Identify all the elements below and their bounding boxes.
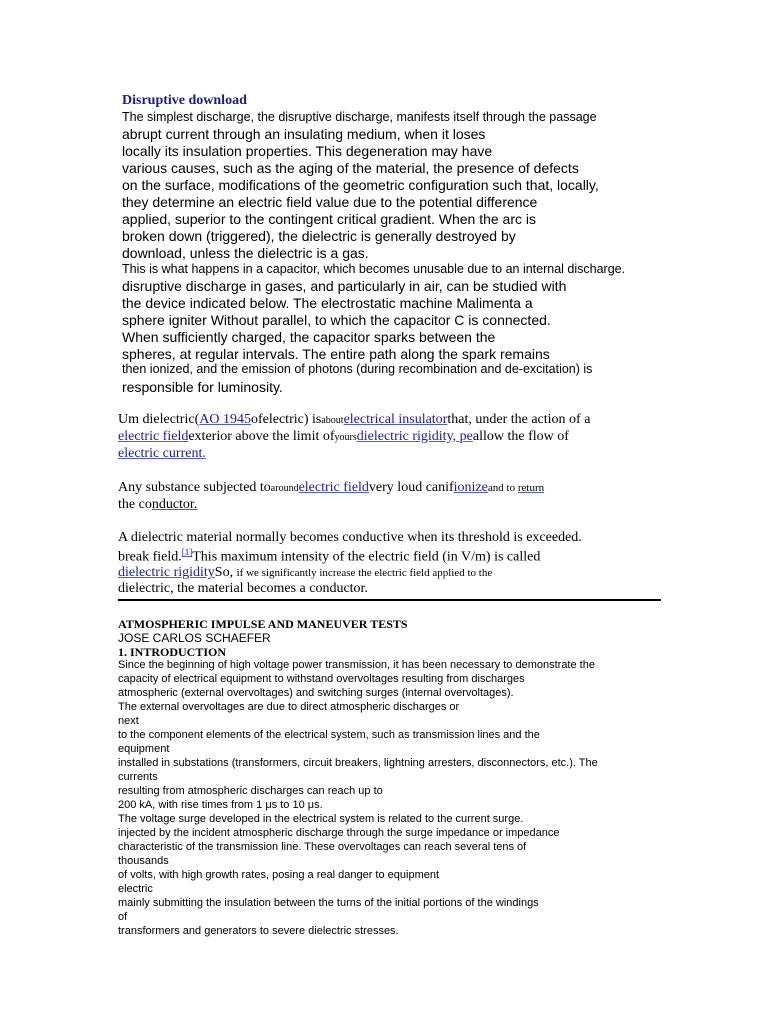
text-line: the device indicated below. The electrostatic machine Malimenta a xyxy=(122,295,533,311)
text-line: installed in substations (transformers, circuit breakers, lightning arresters, disconnectors, etc.). The xyxy=(118,757,598,769)
text-line: next xyxy=(118,715,139,727)
text-line: abrupt current through an insulating medium, when it loses xyxy=(122,126,486,142)
text-line: responsible for luminosity. xyxy=(122,379,283,395)
link-dielectric-rigidity[interactable]: dielectric rigidity, pe xyxy=(356,429,473,444)
text-line: capacity of electrical equipment to withstand overvoltages resulting from discharges xyxy=(118,673,525,685)
paragraph-line: A dielectric material normally becomes conductive when its threshold is exceeded. xyxy=(118,530,582,545)
paragraph-line: dielectric rigiditySo, if we significantly increase the electric field applied to the xyxy=(118,565,493,580)
link-electrical-insulator[interactable]: electrical insulator xyxy=(343,412,448,427)
paragraph-line: the conductor. xyxy=(118,497,198,512)
text-line: download, unless the dielectric is a gas. xyxy=(122,245,369,261)
link-return[interactable]: return xyxy=(517,482,545,494)
author-name: JOSE CARLOS SCHAEFER xyxy=(118,631,271,645)
link-electric-field-2[interactable]: electric field xyxy=(298,480,369,495)
text-line: of volts, with high growth rates, posing a real danger to equipment xyxy=(118,869,440,881)
text-line: then ionized, and the emission of photons (during recombination and de-excitation) is xyxy=(122,362,593,376)
link-ionize[interactable]: ionize xyxy=(453,480,488,495)
text-line: Since the beginning of high voltage power transmission, it has been necessary to demonstrate the xyxy=(118,659,595,671)
text-line: on the surface, modifications of the geometric configuration such that, locally, xyxy=(122,177,599,193)
text-line: locally its insulation properties. This degeneration may have xyxy=(122,143,493,159)
text-line: applied, superior to the contingent critical gradient. When the arc is xyxy=(122,211,537,227)
paragraph-line: Um dielectric(AO 1945ofelectric) isaboutelectrical insulatorthat, under the action of a xyxy=(118,412,591,427)
paragraph-line: electric fieldexterior above the limit ofyoursdielectric rigidity, peallow the flow of xyxy=(118,429,569,444)
text-line: This is what happens in a capacitor, which becomes unusable due to an internal discharge. xyxy=(122,262,626,276)
footnote-link[interactable]: [1] xyxy=(181,547,193,557)
link-conductor[interactable]: nductor. xyxy=(151,497,198,512)
section-title: Disruptive download xyxy=(122,93,247,108)
section-heading: 1. INTRODUCTION xyxy=(118,645,227,659)
text-line: disruptive discharge in gases, and particularly in air, can be studied with xyxy=(122,278,567,294)
paragraph-line: break field.[1]This maximum intensity of the electric field (in V/m) is called xyxy=(118,547,541,565)
text-line: The simplest discharge, the disruptive discharge, manifests itself through the passage xyxy=(122,110,597,124)
link-dielectric-rigidity-2[interactable]: dielectric rigidity xyxy=(118,565,215,580)
horizontal-rule xyxy=(118,599,661,601)
text-line: sphere igniter Without parallel, to which the capacitor C is connected. xyxy=(122,312,551,328)
text-line: injected by the incident atmospheric discharge through the surge impedance or impedance xyxy=(118,827,560,839)
text-line: The voltage surge developed in the electrical system is related to the current surge. xyxy=(118,813,524,825)
link-electric-current[interactable]: electric current. xyxy=(118,446,206,461)
link-ao-1945[interactable]: AO 1945 xyxy=(199,412,251,427)
paragraph-line: dielectric, the material becomes a conductor. xyxy=(118,581,368,596)
section-title: ATMOSPHERIC IMPULSE AND MANEUVER TESTS xyxy=(118,617,408,631)
text-line: of xyxy=(118,911,128,923)
text-line: characteristic of the transmission line. These overvoltages can reach several tens of xyxy=(118,841,527,853)
text-line: currents xyxy=(118,771,158,783)
text-line: spheres, at regular intervals. The entire path along the spark remains xyxy=(122,346,550,362)
text-line: 200 kA, with rise times from 1 μs to 10 μs. xyxy=(118,799,323,811)
text-line: resulting from atmospheric discharges can reach up to xyxy=(118,785,383,797)
text-line: equipment xyxy=(118,743,170,755)
paragraph-line xyxy=(118,446,206,462)
text-line: thousands xyxy=(118,855,169,867)
text-line: to the component elements of the electrical system, such as transmission lines and the xyxy=(118,729,540,741)
text-line: they determine an electric field value due to the potential difference xyxy=(122,194,538,210)
text-line: broken down (triggered), the dielectric is generally destroyed by xyxy=(122,228,516,244)
text-line: mainly submitting the insulation between the turns of the initial portions of the windings xyxy=(118,897,539,909)
link-electric-field[interactable]: electric field xyxy=(118,429,189,444)
text-line: atmospheric (external overvoltages) and switching surges (internal overvoltages). xyxy=(118,687,514,699)
text-line: When sufficiently charged, the capacitor sparks between the xyxy=(122,329,496,345)
text-line: The external overvoltages are due to direct atmospheric discharges or xyxy=(118,701,460,713)
text-line: electric xyxy=(118,883,153,895)
text-line: transformers and generators to severe dielectric stresses. xyxy=(118,925,399,937)
text-line: various causes, such as the aging of the material, the presence of defects xyxy=(122,160,579,176)
paragraph-line: Any substance subjected toaroundelectric fieldvery loud canifionizeand to return xyxy=(118,480,545,495)
